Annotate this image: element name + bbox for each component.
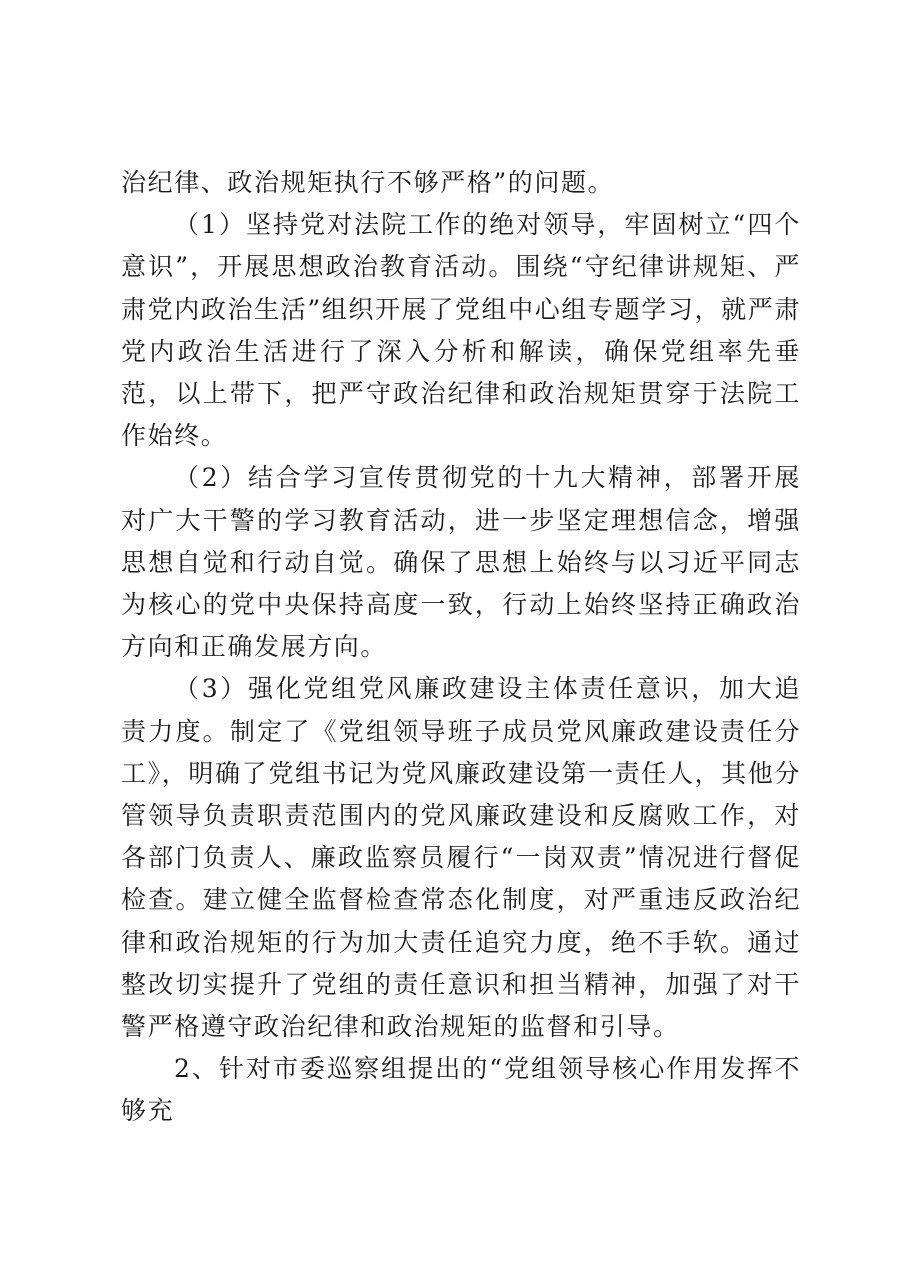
- paragraph-item-3: （3）强化党组党风廉政建设主体责任意识，加大追责力度。制定了《党组领导班子成员党风廉政建设责任分工》，明确了党组书记为党风廉政建设第一责任人，其他分管领导负责职责范围内的党风廉政建设和反腐败工作，对各部门负责人、廉政监察员履行“一岗双责”情况进行督促检查。建立健全监督检查常态化制度，对严重违反政治纪律和政治规矩的行为加大责任追究力度，绝不手软。通过整改切实提升了党组的责任意识和担当精神，加强了对干警严格遵守政治纪律和政治规矩的监督和引导。: [121, 674, 801, 1042]
- paragraph-continuation: 治纪律、政治规矩执行不够严格”的问题。: [121, 168, 615, 197]
- paragraph-section-2: 2、针对市委巡察组提出的“党组领导核心作用发挥不够充: [121, 1054, 801, 1126]
- paragraph-item-2: （2）结合学习宣传贯彻党的十九大精神，部署开展对广大干警的学习教育活动，进一步坚定理想信念，增强思想自觉和行动自觉。确保了思想上始终与以习近平同志为核心的党中央保持高度一致，行动上始终坚持正确政治方向和正确发展方向。: [121, 463, 801, 662]
- document-body: [121, 162, 801, 1133]
- paragraph-item-1: （1）坚持党对法院工作的绝对领导，牢固树立“四个意识”，开展思想政治教育活动。围绕“守纪律讲规矩、严肃党内政治生活”组织开展了党组中心组专题学习，就严肃党内政治生活进行了深入分析和解读，确保党组率先垂范，以上带下，把严守政治纪律和政治规矩贯穿于法院工作始终。: [121, 210, 801, 451]
